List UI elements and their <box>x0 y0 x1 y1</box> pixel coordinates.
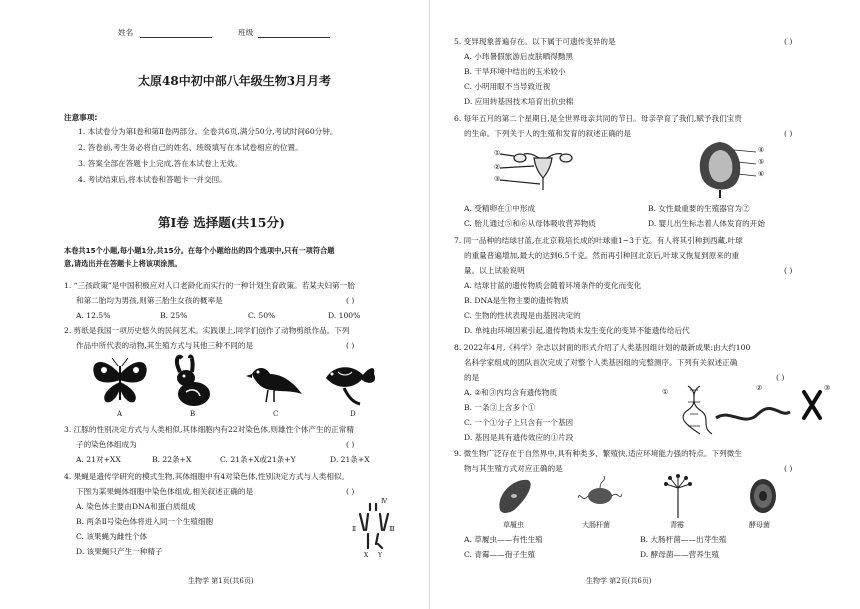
chromosome-label: Ⅳ <box>381 498 387 505</box>
option: A. 12.5% <box>76 311 111 320</box>
question-5-stem: 5. 变异现象普遍存在。以下属于可遗传变异的是 <box>454 37 616 46</box>
question-1-stem: 和第二胎均为男孩,则第三胎生女孩的概率是 <box>76 296 223 305</box>
figure-label: ② <box>756 384 763 392</box>
bird-papercut-image <box>246 360 304 406</box>
page-footer: 生物学 第1页(共6页) <box>188 577 254 585</box>
option: D. 单纯由环境因素引起,遗传物质未发生变化的变异不能遗传给后代 <box>464 326 690 335</box>
option: D. 21条+X <box>330 455 370 464</box>
option: D. 该果蝇只产生一种精子 <box>76 547 163 556</box>
option: A. 草履虫——有性生殖 <box>464 535 543 544</box>
ecoli-bacterium-image <box>578 476 622 516</box>
figure-label: B <box>190 410 196 418</box>
section-title: 第Ⅰ卷 选择题(共15分) <box>158 215 285 230</box>
option: C. 一个①分子上只含有一个基因 <box>464 418 574 427</box>
figure-label: ③ <box>494 175 501 183</box>
option: B. 干旱环境中结出的玉米较小 <box>464 67 566 76</box>
figure-label: ① <box>494 149 501 157</box>
answer-bracket: ( ) <box>784 37 793 46</box>
figure-label: 酵母菌 <box>749 521 770 529</box>
name-label: 姓名 <box>118 28 134 37</box>
option: C. 青霉——孢子生殖 <box>464 550 536 559</box>
figure-label: 大肠杆菌 <box>582 521 610 529</box>
chromosome-label: Y <box>378 552 382 559</box>
question-7-stem: 量。以上试验说明 <box>464 266 525 275</box>
answer-bracket: ( ) <box>784 129 793 138</box>
question-3-stem: 子的染色体组成为 <box>76 440 137 449</box>
option: D. 100% <box>328 311 361 320</box>
butterfly-papercut-image <box>90 356 150 406</box>
option: D. 基因是具有遗传效应的①片段 <box>464 433 574 442</box>
penicillium-image <box>658 474 698 518</box>
question-9-stem: 物与其生殖方式对应正确的是 <box>464 464 563 473</box>
option: B. 两条Ⅱ号染色体将进入同一个生殖细胞 <box>76 517 214 526</box>
question-6-stem: 的生命。下列关于人的生殖和发育的叙述正确的是 <box>464 129 632 138</box>
question-8-stem: 8. 2022年4月,《科学》杂志以封面的形式介绍了人类基因组计划的最新成果:由大约100 <box>454 343 751 352</box>
option: A. 受精卵在①中形成 <box>464 204 536 213</box>
section-intro: 本卷共15个小题,每小题1分,共15分。在每个小题给出的四个选项中,只有一项符合题 <box>64 246 335 255</box>
question-2-stem: 2. 剪纸是我国一项历史悠久的民间艺术。实践课上,同学们创作了动物剪纸作品。下列 <box>64 326 350 335</box>
page-footer: 生物学 第2页(共6页) <box>586 577 652 585</box>
figure-label: 青霉 <box>670 521 684 529</box>
class-label: 班级 <box>238 28 254 37</box>
figure-label: ⑥ <box>758 170 765 178</box>
question-6-stem: 6. 每年五月的第二个星期日,是全世界母亲共同的节日。母亲孕育了我们,赋予我们宝贵 <box>454 114 742 123</box>
option: B. 22条+X <box>152 455 192 464</box>
answer-bracket: ( ) <box>346 487 355 496</box>
rabbit-papercut-image <box>166 354 216 408</box>
figure-label: ④ <box>758 146 765 154</box>
option: A. 结球甘蓝的遗传物质会随着环境条件的变化而变化 <box>464 281 642 290</box>
option: A. 21对+XX <box>76 455 121 464</box>
figure-label: A <box>117 410 123 418</box>
notes-heading: 注意事项: <box>64 113 98 122</box>
option: C. 该果蝇为雌性个体 <box>76 532 148 541</box>
name-underline <box>140 37 212 38</box>
question-8-stem: 的是 <box>464 373 480 382</box>
answer-bracket: ( ) <box>776 373 785 382</box>
question-2-stem: 作品中所代表的动物,其生殖方式与其他三种不同的是 <box>76 341 254 350</box>
option: D. 婴儿出生标志着人体发育的开始 <box>648 219 765 228</box>
option: B. 女性最重要的生殖器官为② <box>648 204 750 213</box>
chromosome-label: Ⅱ <box>352 526 357 533</box>
chromosome-label: Ⅲ <box>389 526 395 533</box>
answer-bracket: ( ) <box>784 464 793 473</box>
option: B. DNA是生物主要的遗传物质 <box>464 296 569 305</box>
answer-bracket: ( ) <box>346 341 355 350</box>
paramecium-image <box>494 476 536 516</box>
option: B. 大肠杆菌——出芽生殖 <box>640 535 727 544</box>
question-9-stem: 9. 微生物广泛存在于自然界中,具有种类多、繁殖快,适应环境能力强的特点。下列微生 <box>454 449 742 458</box>
chromosome-label: X <box>364 552 369 559</box>
note-item: 2. 答卷前,考生务必将自己的姓名、班级填写在本试卷相应的位置。 <box>78 143 303 152</box>
option: A. 染色体主要由DNA和蛋白质组成 <box>76 502 196 511</box>
option: A. 小玮暑假旅游后皮肤晒得黝黑 <box>464 52 574 61</box>
fish-papercut-image <box>322 358 378 406</box>
option: B. 一条③上含多个① <box>464 403 536 412</box>
figure-label: ⑤ <box>758 158 765 166</box>
yeast-image <box>746 476 780 516</box>
answer-bracket: ( ) <box>346 296 355 305</box>
figure-label: 草履虫 <box>503 521 524 529</box>
note-item: 3. 答案全部在答题卡上完成,答在本试卷上无效。 <box>78 159 242 168</box>
figure-label: ③ <box>824 384 831 392</box>
option: C. 21条+X或21条+Y <box>220 455 296 464</box>
option: C. 小明用眼不当导致近视 <box>464 82 551 91</box>
question-8-stem: 名科学家组成的团队首次完成了对整个人类基因组的完整测序。下列有关叙述正确 <box>464 358 738 367</box>
option: D. 酵母菌——营养生殖 <box>640 550 719 559</box>
section-intro: 意,请选出并在答题卡上将该项涂黑。 <box>64 259 182 268</box>
question-7-stem: 7. 同一品种的结球甘蓝,在北京栽培长成的叶球重1~3千克。有人将其引种到西藏,叶球 <box>454 236 743 245</box>
figure-label: ② <box>494 163 501 171</box>
class-underline <box>258 37 330 38</box>
figure-label: D <box>350 410 356 418</box>
exam-title: 太原48中初中部八年级生物3月月考 <box>138 74 332 88</box>
note-item: 1. 本试卷分为第Ⅰ卷和第Ⅱ卷两部分。全卷共6页,满分50分,考试时间60分钟。 <box>78 127 338 136</box>
option: C. 生物的性状表现是由基因决定的 <box>464 311 581 320</box>
option: C. 胎儿通过⑤和⑥从母体吸收营养物质 <box>464 219 596 228</box>
exam-page-2 <box>430 0 860 609</box>
option: D. 应用转基因技术培育出抗虫棉 <box>464 97 574 106</box>
note-item: 4. 考试结束后,将本试卷和答题卡一并交回。 <box>78 175 227 184</box>
question-4-stem: 4. 果蝇是遗传学研究的模式生物,其体细胞中有4对染色体,性别决定方式与人类相似。 <box>64 472 350 481</box>
option: A. ②和③内均含有遗传物质 <box>464 388 558 397</box>
figure-label: ① <box>662 388 669 396</box>
female-reproductive-organs-diagram <box>498 144 588 194</box>
question-4-stem: 下图为某果蝇体细胞中染色体组成,相关叙述正确的是 <box>76 487 254 496</box>
dna-chromosome-diagram <box>680 378 830 448</box>
fetus-in-uterus-diagram <box>694 140 758 198</box>
question-3-stem: 3. 江豚的性别决定方式与人类相似,其体细胞内有22对染色体,则雄性个体产生的正常精 <box>64 425 354 434</box>
figure-label: C <box>273 410 279 418</box>
question-1-stem: 1. “三孩政策”是中国积极应对人口老龄化而实行的一种计划生育政策。若某夫妇第一胎 <box>64 281 355 290</box>
question-7-stem: 的重量普遍增加,最大的达到6.5千克。然而再引种回北京后,叶球又恢复到原来的重 <box>464 251 740 260</box>
answer-bracket: ( ) <box>346 440 355 449</box>
answer-bracket: ( ) <box>784 266 793 275</box>
option: C. 50% <box>248 311 276 320</box>
option: B. 25% <box>160 311 188 320</box>
